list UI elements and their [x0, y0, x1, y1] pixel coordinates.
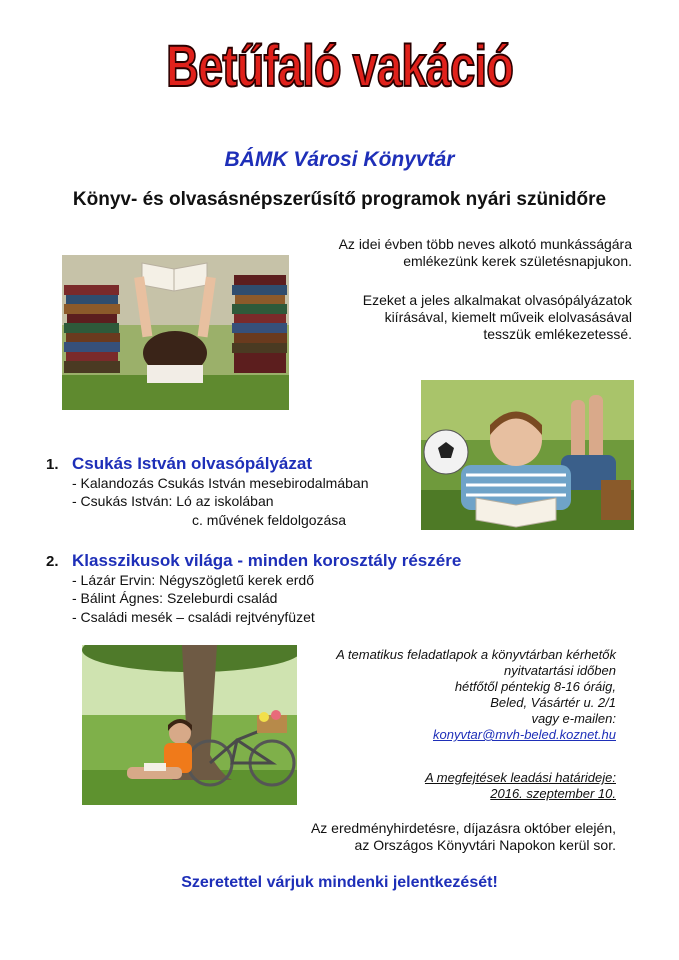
program-2-number: 2. — [46, 553, 59, 570]
program-1-line-3: c. művének feldolgozása — [192, 512, 347, 528]
program-1-title: Csukás István olvasópályázat — [72, 454, 313, 473]
program-2-title: Klasszikusok világa - minden korosztály részére — [72, 551, 462, 570]
intro-paragraph-2: Ezeket a jeles alkalmakat olvasópályázatok kiírásával, kiemelt műveik elolvasásával tesszük emlékezetessé. — [362, 292, 632, 342]
photo-girl-reading-books — [62, 255, 289, 410]
program-2-line-3: - Családi mesék – családi rejtvényfüzet — [72, 609, 315, 625]
program-1-line-1: - Kalandozás Csukás István mesebirodalmában — [72, 475, 369, 491]
deadline-label: A megfejtések leadási határideje: — [424, 770, 616, 785]
program-1-line-2: - Csukás István: Ló az iskolában — [72, 493, 274, 509]
deadline-date: 2016. szeptember 10. — [490, 786, 616, 801]
photo-woman-reading-tree — [82, 645, 297, 805]
program-1-number: 1. — [46, 456, 59, 473]
closing-message: Szeretettel várjuk mindenki jelentkezését! — [181, 874, 498, 891]
intro-paragraph-1: Az idei évben több neves alkotó munkásságára emlékezünk kerek születésnapjukon. — [338, 236, 632, 269]
info-block: A tematikus feladatlapok a könyvtárban kérhetők nyitvatartási időben hétfőtől péntekig 8-16 óráig, Beled, Vásártér u. 2/1 vagy e-mailen: konyvtar@mvh-beled.koznet.hu — [336, 647, 616, 742]
photo-boy-reading-grass — [421, 380, 634, 530]
photo-woman-reading-tree-image — [82, 645, 297, 805]
email-link[interactable]: konyvtar@mvh-beled.koznet.hu — [432, 727, 616, 742]
program-2-line-1: - Lázár Ervin: Négyszögletű kerek erdő — [72, 572, 314, 588]
poster-title: Betűfaló vakáció — [166, 34, 514, 99]
deadline-block — [286, 770, 616, 802]
library-name: BÁMK Városi Könyvtár — [224, 148, 455, 171]
program-2-line-2: - Bálint Ágnes: Szeleburdi család — [72, 590, 278, 606]
photo-girl-reading-books-image — [62, 255, 289, 410]
photo-boy-reading-grass-image — [421, 380, 634, 530]
poster-subtitle: Könyv- és olvasásnépszerűsítő programok nyári szünidőre — [72, 189, 607, 210]
results-announcement: Az eredményhirdetésre, díjazásra október elején, az Országos Könyvtári Napokon kerül sor. — [310, 820, 616, 853]
